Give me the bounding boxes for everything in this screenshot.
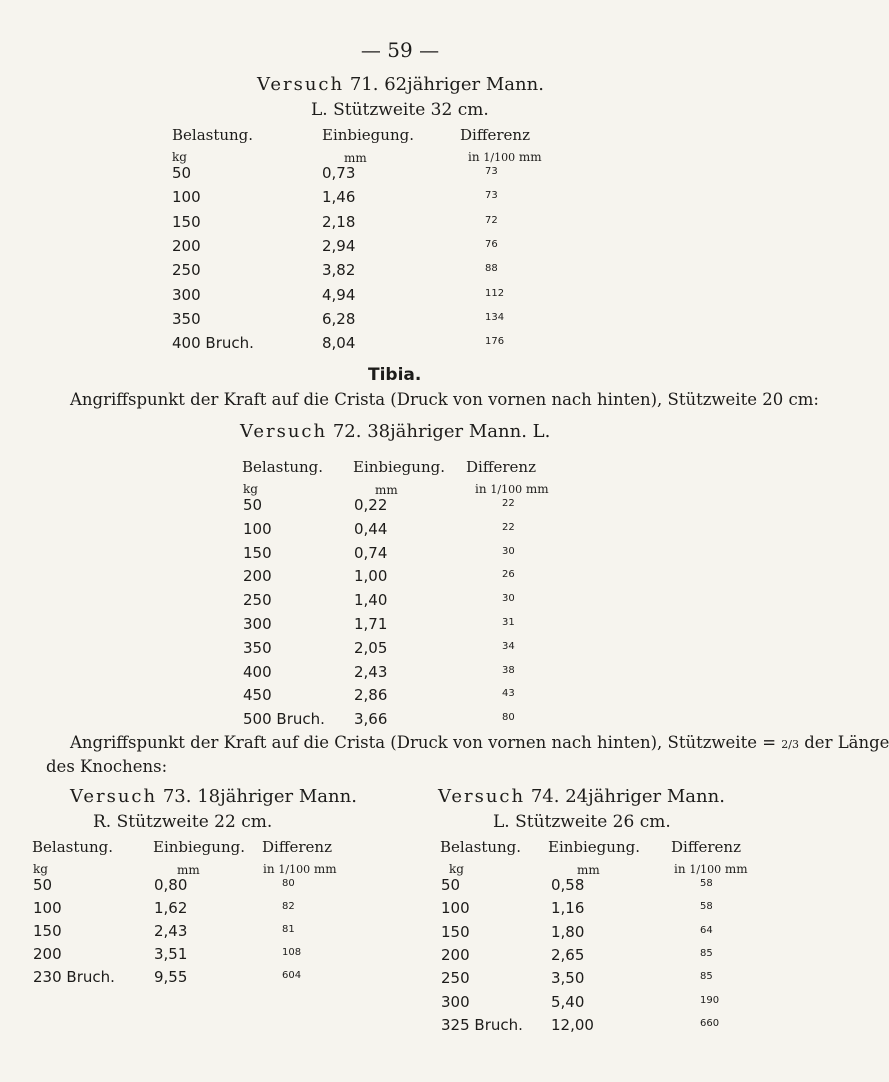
v71-unit-kg: kg xyxy=(172,150,187,164)
paragraph-1: Angriffspunkt der Kraft auf die Crista (Druck von vornen nach hinten), Stützweite 20 cm: xyxy=(70,390,819,409)
section-heading-tibia: Tibia. xyxy=(368,365,422,385)
v74-mm-cell: 1,16 xyxy=(551,899,585,918)
v72-mm-cell: 0,44 xyxy=(354,519,388,538)
paragraph-2-line-1 xyxy=(70,733,889,752)
paragraph-2-post: der Länge xyxy=(799,733,889,752)
paragraph-2-pre: Angriffspunkt der Kraft auf die Crista (Druck von vornen nach hinten), Stützweite = xyxy=(70,733,782,752)
v71-mm-cell: 8,04 xyxy=(322,334,356,353)
v71-kg-cell: 150 xyxy=(172,212,201,231)
v73-diff-cell: 81 xyxy=(282,924,295,935)
v74-header-einbiegung: Einbiegung. xyxy=(548,838,640,856)
v74-kg-cell: 50 xyxy=(441,876,461,894)
v72-diff-cell: 30 xyxy=(502,593,515,605)
v72-diff-cell: 31 xyxy=(502,617,515,628)
v73-kg-cell: 100 xyxy=(33,899,62,917)
v73-mm-cell: 2,43 xyxy=(154,922,188,940)
v71-diff-cell: 176 xyxy=(485,336,505,348)
v72-title-word: Versuch xyxy=(240,421,328,442)
v71-diff-cell: 72 xyxy=(485,214,498,226)
v72-diff-cell: 80 xyxy=(502,712,515,724)
v74-mm-cell: 2,65 xyxy=(551,945,585,964)
v73-kg-cell: 230 Bruch. xyxy=(33,968,115,986)
v73-title xyxy=(70,786,357,807)
paragraph-2-line-2: des Knochens: xyxy=(46,757,168,776)
v73-subtitle: R. Stützweite 22 cm. xyxy=(93,812,273,832)
v71-unit-post: mm xyxy=(515,150,542,164)
v72-mm-cell: 1,40 xyxy=(354,591,388,610)
v74-diff-cell: 64 xyxy=(700,924,713,936)
v74-unit-mm: mm xyxy=(577,863,600,877)
v72-diff-cell: 22 xyxy=(502,498,515,509)
v71-diff-cell: 76 xyxy=(485,238,498,250)
v71-header-einbiegung: Einbiegung. xyxy=(322,126,414,144)
v73-unit-diff xyxy=(263,862,337,876)
v74-title-word: Versuch xyxy=(438,786,526,807)
v73-kg-cell: 150 xyxy=(33,922,62,940)
v74-header-belastung: Belastung. xyxy=(440,838,522,856)
v74-kg-cell: 150 xyxy=(441,922,470,941)
v72-mm-cell: 1,00 xyxy=(354,567,388,586)
v73-mm-cell: 9,55 xyxy=(154,968,188,986)
v71-mm-cell: 2,94 xyxy=(322,236,356,255)
v72-kg-cell: 350 xyxy=(243,638,272,657)
v74-unit-diff xyxy=(674,862,748,876)
v74-diff-cell: 660 xyxy=(700,1017,720,1029)
v71-title xyxy=(257,74,544,95)
v73-header-belastung: Belastung. xyxy=(32,838,114,856)
v72-kg-cell: 450 xyxy=(243,686,272,705)
v72-kg-cell: 250 xyxy=(243,591,272,610)
v74-mm-cell: 12,00 xyxy=(551,1015,594,1034)
v73-diff-cell: 80 xyxy=(282,878,295,889)
v73-mm-cell: 0,80 xyxy=(154,876,188,894)
v74-diff-cell: 58 xyxy=(700,901,713,913)
v71-diff-cell: 134 xyxy=(485,311,505,323)
v71-kg-cell: 200 xyxy=(172,236,201,255)
v74-mm-cell: 5,40 xyxy=(551,992,585,1011)
v72-mm-cell: 2,43 xyxy=(354,662,388,681)
v72-diff-cell: 30 xyxy=(502,545,515,557)
v71-unit-frac: 1/100 xyxy=(483,151,516,164)
v71-kg-cell: 50 xyxy=(172,164,192,182)
v72-diff-cell: 34 xyxy=(502,640,515,652)
v72-kg-cell: 50 xyxy=(243,496,263,514)
v72-diff-cell: 38 xyxy=(502,664,515,676)
v72-mm-cell: 2,86 xyxy=(354,686,388,705)
v72-unit-pre: in xyxy=(475,482,491,496)
v72-kg-cell: 400 xyxy=(243,662,272,681)
page-number: — 59 — xyxy=(360,38,440,62)
v71-mm-cell: 4,94 xyxy=(322,285,356,304)
v74-kg-cell: 200 xyxy=(441,945,470,964)
v73-kg-cell: 200 xyxy=(33,945,62,963)
v71-header-belastung: Belastung. xyxy=(172,126,254,144)
v73-title-word: Versuch xyxy=(70,786,158,807)
v72-mm-cell: 0,74 xyxy=(354,543,388,562)
v73-unit-kg: kg xyxy=(33,862,48,876)
v71-mm-cell: 2,18 xyxy=(322,212,356,231)
v72-diff-cell: 26 xyxy=(502,569,515,581)
v72-header-belastung: Belastung. xyxy=(242,458,324,476)
v74-header-differenz: Differenz xyxy=(671,838,741,856)
v73-diff-cell: 604 xyxy=(282,970,302,981)
v73-unit-post: mm xyxy=(310,862,337,876)
v72-header-differenz: Differenz xyxy=(466,458,536,476)
v74-diff-cell: 85 xyxy=(700,947,713,959)
v71-mm-cell: 0,73 xyxy=(322,164,356,182)
v72-header-einbiegung: Einbiegung. xyxy=(353,458,445,476)
v71-mm-cell: 6,28 xyxy=(322,309,356,328)
v74-diff-cell: 58 xyxy=(700,878,713,889)
v73-unit-pre: in xyxy=(263,862,279,876)
v74-unit-kg: kg xyxy=(449,862,464,876)
v74-unit-pre: in xyxy=(674,862,690,876)
v73-header-differenz: Differenz xyxy=(262,838,332,856)
v74-kg-cell: 250 xyxy=(441,969,470,988)
v71-kg-cell: 400 Bruch. xyxy=(172,334,254,353)
v71-kg-cell: 300 xyxy=(172,285,201,304)
v71-kg-cell: 100 xyxy=(172,188,201,207)
v71-diff-cell: 73 xyxy=(485,166,498,177)
v73-diff-cell: 108 xyxy=(282,947,302,958)
v72-unit-kg: kg xyxy=(243,482,258,496)
v74-kg-cell: 300 xyxy=(441,992,470,1011)
v74-mm-cell: 1,80 xyxy=(551,922,585,941)
v72-diff-cell: 22 xyxy=(502,521,515,533)
v71-mm-cell: 1,46 xyxy=(322,188,356,207)
paragraph-2-frac: 2/3 xyxy=(781,738,799,751)
v72-title-rest: 72. 38jähriger Mann. L. xyxy=(332,421,551,442)
v73-diff-cell: 82 xyxy=(282,901,295,912)
v74-kg-cell: 100 xyxy=(441,899,470,918)
v71-mm-cell: 3,82 xyxy=(322,261,356,280)
v74-unit-post: mm xyxy=(721,862,748,876)
v72-title xyxy=(240,421,550,442)
v74-unit-frac: 1/100 xyxy=(689,863,722,876)
v72-kg-cell: 100 xyxy=(243,519,272,538)
v73-mm-cell: 3,51 xyxy=(154,945,188,963)
v72-kg-cell: 200 xyxy=(243,567,272,586)
v71-subtitle: L. Stützweite 32 cm. xyxy=(311,100,489,120)
v71-title-rest: 71. 62jähriger Mann. xyxy=(349,74,544,95)
v71-diff-cell: 88 xyxy=(485,263,498,275)
v72-mm-cell: 1,71 xyxy=(354,615,388,633)
v74-title xyxy=(438,786,725,807)
v72-kg-cell: 300 xyxy=(243,615,272,633)
v72-kg-cell: 150 xyxy=(243,543,272,562)
v72-mm-cell: 0,22 xyxy=(354,496,388,514)
v74-mm-cell: 0,58 xyxy=(551,876,585,894)
v74-title-rest: 74. 24jähriger Mann. xyxy=(530,786,725,807)
v73-unit-frac: 1/100 xyxy=(278,863,311,876)
v71-unit-mm: mm xyxy=(344,151,367,165)
v74-subtitle: L. Stützweite 26 cm. xyxy=(493,812,671,832)
v71-kg-cell: 350 xyxy=(172,309,201,328)
v71-diff-cell: 73 xyxy=(485,190,498,202)
v74-diff-cell: 85 xyxy=(700,971,713,983)
v73-mm-cell: 1,62 xyxy=(154,899,188,917)
v73-header-einbiegung: Einbiegung. xyxy=(153,838,245,856)
v73-kg-cell: 50 xyxy=(33,876,53,894)
v73-unit-mm: mm xyxy=(177,863,200,877)
v72-unit-mm: mm xyxy=(375,483,398,497)
v72-mm-cell: 2,05 xyxy=(354,638,388,657)
v71-title-word: Versuch xyxy=(257,74,345,95)
v72-unit-post: mm xyxy=(522,482,549,496)
v71-header-differenz: Differenz xyxy=(460,126,530,144)
v71-unit-diff xyxy=(468,150,542,164)
v72-kg-cell: 500 Bruch. xyxy=(243,710,325,729)
v72-mm-cell: 3,66 xyxy=(354,710,388,729)
v72-unit-frac: 1/100 xyxy=(490,483,523,496)
v71-diff-cell: 112 xyxy=(485,287,505,299)
v71-unit-pre: in xyxy=(468,150,484,164)
v72-diff-cell: 43 xyxy=(502,688,515,700)
v74-kg-cell: 325 Bruch. xyxy=(441,1015,523,1034)
v73-title-rest: 73. 18jähriger Mann. xyxy=(162,786,357,807)
v74-diff-cell: 190 xyxy=(700,994,720,1006)
v71-kg-cell: 250 xyxy=(172,261,201,280)
v74-mm-cell: 3,50 xyxy=(551,969,585,988)
v72-unit-diff xyxy=(475,482,549,496)
